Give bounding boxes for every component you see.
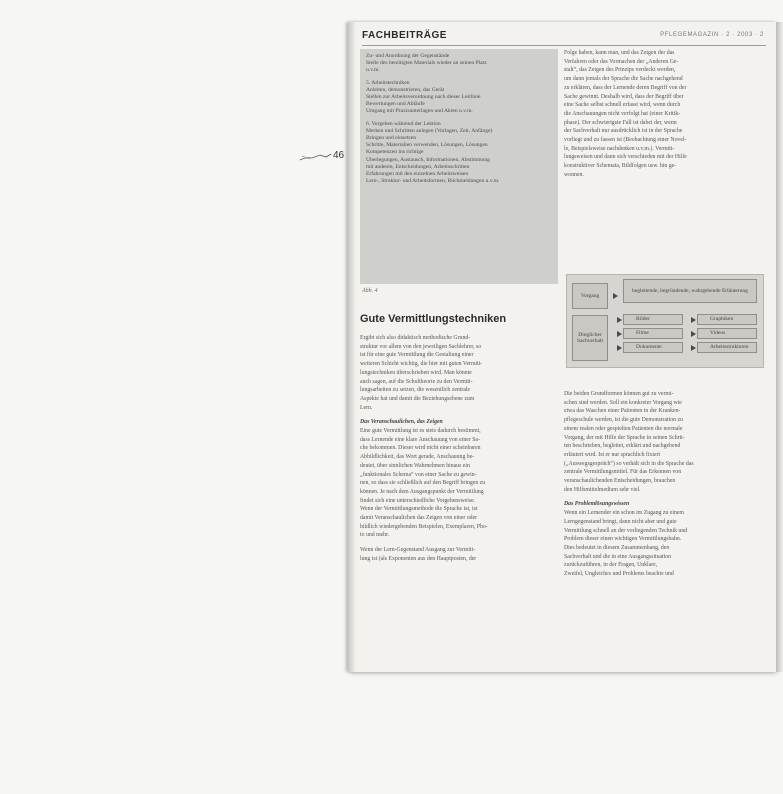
text-line: können. Je nach dem Ausgangspunkt der Vermittlung bbox=[360, 488, 484, 495]
method-diagram bbox=[566, 274, 764, 368]
text-line: stalt“, das Zeigen des Prinzips verdeckt werden, bbox=[564, 67, 676, 74]
text-line: Eine gute Vermittlung ist es stets dadurch bestimmt, bbox=[360, 428, 481, 435]
text-line: Wenn ein Lernender ein schon im Zugang zu einem bbox=[564, 510, 684, 517]
box-line: 5. Arbeitstechniken bbox=[366, 79, 410, 86]
box-section bbox=[366, 121, 552, 186]
text-line: Zweifel, Ungleiches und Problems beachte und bbox=[564, 571, 674, 578]
text-line: Problem dieser einen wichtigen Vermittlungsbahn. bbox=[564, 536, 682, 543]
box-line: Bewertungen und Abläufe bbox=[366, 101, 425, 108]
text-line: zu erklären, dass der Lernende deren Begriff von der bbox=[564, 84, 687, 91]
box-line: Erfahrungen mit den einzelnen Arbeitsweisen bbox=[366, 171, 469, 178]
text-line: Sache gewinnt. Deshalb wird, dass der Begriff über bbox=[564, 93, 684, 100]
text-line: („Auswegsgespräch“) so verhält sich in die Sprache das bbox=[564, 460, 694, 467]
text-line: to und mehr. bbox=[360, 532, 390, 539]
box-line: Überlegungen, Austausch, Informationen, Abstimmung bbox=[366, 156, 490, 163]
text-line: der Sachverhalt nur ausdrücklich ist in der Sprache bbox=[564, 128, 683, 135]
text-line: etwa das Waschen einer Patienten in der Kranken- bbox=[564, 408, 681, 415]
text-line: Die beiden Grundformen können gut zu vermi- bbox=[564, 391, 674, 397]
text-line: damit Veranschaulichen das Zeigen von einer oder bbox=[360, 515, 478, 522]
text-line: lung ist (als Exponenten aus den Hauptposten, der bbox=[360, 555, 477, 562]
box-line: Bringen und einsetzen bbox=[366, 135, 417, 142]
text-line: Lern. bbox=[360, 404, 373, 411]
right-column-bottom bbox=[564, 390, 769, 579]
sidebar-box bbox=[360, 49, 558, 284]
box-line: Schritte, Materialien verwenden, Lösungen, Lösungen bbox=[366, 142, 488, 149]
arrow-right-icon bbox=[617, 317, 622, 323]
text-line: findet sich eine unterschiedliche Vorgehensweise. bbox=[360, 497, 476, 504]
magazine-page bbox=[348, 22, 776, 672]
box-line: Umgang mit Praxisunterlagen und Akten u.v.m. bbox=[366, 108, 473, 115]
text-line: zurückzuführen, in der Fragen, Unklare, bbox=[564, 562, 658, 569]
text-line: lungsarbeiten zu setzen, die wesentlich zentrale bbox=[360, 387, 471, 394]
text-line: „funktionales Schema“ von einer Sache zu gewin- bbox=[360, 471, 477, 478]
text-line: Lerngegenstand bringt, dann nicht aber und gute bbox=[564, 518, 677, 525]
text-line: ist für eine gute Vermittlung die Gestaltung einer bbox=[360, 352, 474, 359]
text-line: dass Lernende eine klare Anschauung von einer Sa- bbox=[360, 436, 480, 443]
margin-page-number: 46 bbox=[333, 150, 345, 161]
text-line: eine Sache selbst schnell erfasst wird, wenn durch bbox=[564, 102, 681, 109]
text-line: einem realen oder gespielten Patienten die normale bbox=[564, 425, 683, 432]
box-section bbox=[366, 53, 552, 75]
diagram-cell: Videos bbox=[697, 328, 757, 339]
arrow-right-icon bbox=[691, 331, 696, 337]
text-line: pflegeschule werden, ist die gute Demonstration zu bbox=[564, 417, 683, 424]
diagram-label-process: Vorgang bbox=[572, 283, 608, 309]
text-line: die Anschauungen nicht verfolgt hat (einer Kritik- bbox=[564, 110, 681, 117]
text-line: Wenn der Vermittlungsmethode die Sprache ist, ist bbox=[360, 506, 478, 513]
diagram-cell: Graphiken bbox=[697, 314, 757, 325]
box-line: Anleiten, demonstrieren, das Gerät bbox=[366, 86, 445, 93]
text-line: che bekommen. Dieser wird nicht einer scheinbaren bbox=[360, 445, 481, 452]
text-line: phase). Der schwierigste Fall ist dabei der, wenn bbox=[564, 119, 677, 126]
diagram-cell: Arbeitsstrukturen bbox=[697, 342, 757, 353]
figure-caption: Abb. 4 bbox=[362, 288, 378, 294]
text-line: erläutert wird. Ist er nur sprachlich fixiert bbox=[564, 451, 661, 458]
text-line: schen sind werden. Soll ein konkreter Vorgang wie bbox=[564, 399, 682, 406]
text-line: vorliegt und zu fassen ist (Beobachtung einer Novel- bbox=[564, 137, 687, 144]
text-line: struktur vor allem von den jeweiligen Sachlehrer, so bbox=[360, 343, 482, 350]
right-column-top bbox=[564, 49, 769, 180]
box-line: Lern-, Struktur- und Arbeitsformen, Rückmeldungen u.v.m. bbox=[366, 178, 500, 185]
arrow-right-icon bbox=[691, 345, 696, 351]
header-rule bbox=[362, 45, 766, 46]
box-line: Merken und Schritten anlegen (Vorlagen, Zeit, Anfänge) bbox=[366, 127, 493, 134]
box-line: Kompetenzen ins richtige bbox=[366, 149, 424, 156]
box-line: u.v.m. bbox=[366, 67, 380, 74]
box-line: Stelle des benötigten Materials wieder an seinen Platz bbox=[366, 60, 487, 67]
text-line: wonnen. bbox=[564, 171, 584, 178]
text-line: nen, so dass sie schließlich auf den Begriff bringen zu bbox=[360, 480, 486, 487]
subheading: Das Veranschaulichen, das Zeigen bbox=[360, 419, 443, 426]
diagram-label-fact: Dinglicher Sachverhalt bbox=[572, 315, 608, 361]
text-line: Sachverhalt und die in eine Ausgangssituation bbox=[564, 553, 672, 560]
arrow-right-icon bbox=[617, 345, 622, 351]
diagram-label-explanation: begleitende, begründende, wahrgebende Erläuterung bbox=[623, 279, 757, 303]
text-line: Vermittlung schnell an der vorliegenden Technik und bbox=[564, 527, 688, 534]
arrow-right-icon bbox=[613, 293, 618, 299]
text-line: Dies bedeutet in diesem Zusammenhang, den bbox=[564, 544, 670, 551]
arrow-right-icon bbox=[617, 331, 622, 337]
subheading: Das Problemlösungswissen bbox=[564, 501, 630, 508]
box-line: Stellen zur Arbeitsverordnung nach dieser Leitlinie bbox=[366, 94, 481, 101]
margin-pencil-mark bbox=[298, 148, 338, 164]
text-line: lungstechniken überschrieben wird. Man könnte bbox=[360, 369, 472, 376]
arrow-right-icon bbox=[691, 317, 696, 323]
text-line: konstruktiver Schemata, Bildfolgen usw. hin ge- bbox=[564, 163, 677, 170]
text-line: deutet, über sinnlichen Wahrnehmen hinaus ein bbox=[360, 462, 470, 469]
box-line: mit anderen, Entscheidungen, Arbeitsschritten bbox=[366, 163, 470, 170]
left-column bbox=[360, 334, 558, 564]
text-line: bildlich wiedergebenden Beispielen, Exemplaren, Pho- bbox=[360, 523, 488, 530]
text-line: Aspekte hat und damit die Beziehungsebene zum bbox=[360, 395, 475, 402]
text-line: Abbildlichkeit, das Wort gerade, Anschauung be- bbox=[360, 454, 475, 461]
text-line: veranschaulichenden Entscheidungen, brauchen bbox=[564, 478, 676, 485]
text-line: Verfahren oder das Vormachen der „Anderen Ge- bbox=[564, 58, 679, 65]
text-line: weiteren Schicht wichtig, die hier mit guten Vermitt- bbox=[360, 361, 483, 368]
text-line: auch sagen, auf die Schultheorie zu den Vermitt- bbox=[360, 378, 473, 385]
magazine-header: PFLEGEMAGAZIN · 2 · 2003 · 2 bbox=[660, 32, 764, 38]
section-header: FACHBEITRÄGE bbox=[362, 30, 447, 41]
text-line: Ergibt sich also didaktisch methodische Grund- bbox=[360, 335, 471, 341]
article-heading: Gute Vermittlungstechniken bbox=[360, 313, 507, 325]
text-line: zentrale Vermittlungsmittel. Für das Erkennen von bbox=[564, 469, 682, 476]
text-line: Wenn der Lern-Gegenstand Ausgang zur Vermitt- bbox=[360, 547, 476, 554]
text-line: ten beschrieben, begleitet, erklärt und nachgebend bbox=[564, 443, 681, 450]
diagram-cell: Bilder bbox=[623, 314, 683, 325]
box-line: 6. Vorgehen während der Lektion bbox=[366, 120, 441, 127]
text-line: Folge haben, kann man, und das Zeigen der das bbox=[564, 50, 675, 56]
box-section bbox=[366, 80, 552, 116]
text-line: lungsweisen und dann sich verschieden mit der Hilfe bbox=[564, 154, 687, 161]
box-line: Zu- und Anordnung der Gegenstände bbox=[366, 53, 450, 59]
text-line: Vorgang, der mit Hilfe der Sprache in seinen Schrit- bbox=[564, 434, 685, 441]
diagram-cell: Filme bbox=[623, 328, 683, 339]
diagram-cell: Dokumente bbox=[623, 342, 683, 353]
text-line: le, Beispielsweise nachdenken u.v.m.). Vermitt- bbox=[564, 145, 675, 152]
text-line: den Hilfsmittelmedium sehr viel. bbox=[564, 486, 641, 493]
text-line: um dann jemals der Sprache die Sache nachgehend bbox=[564, 76, 683, 83]
page-edge bbox=[776, 22, 783, 672]
